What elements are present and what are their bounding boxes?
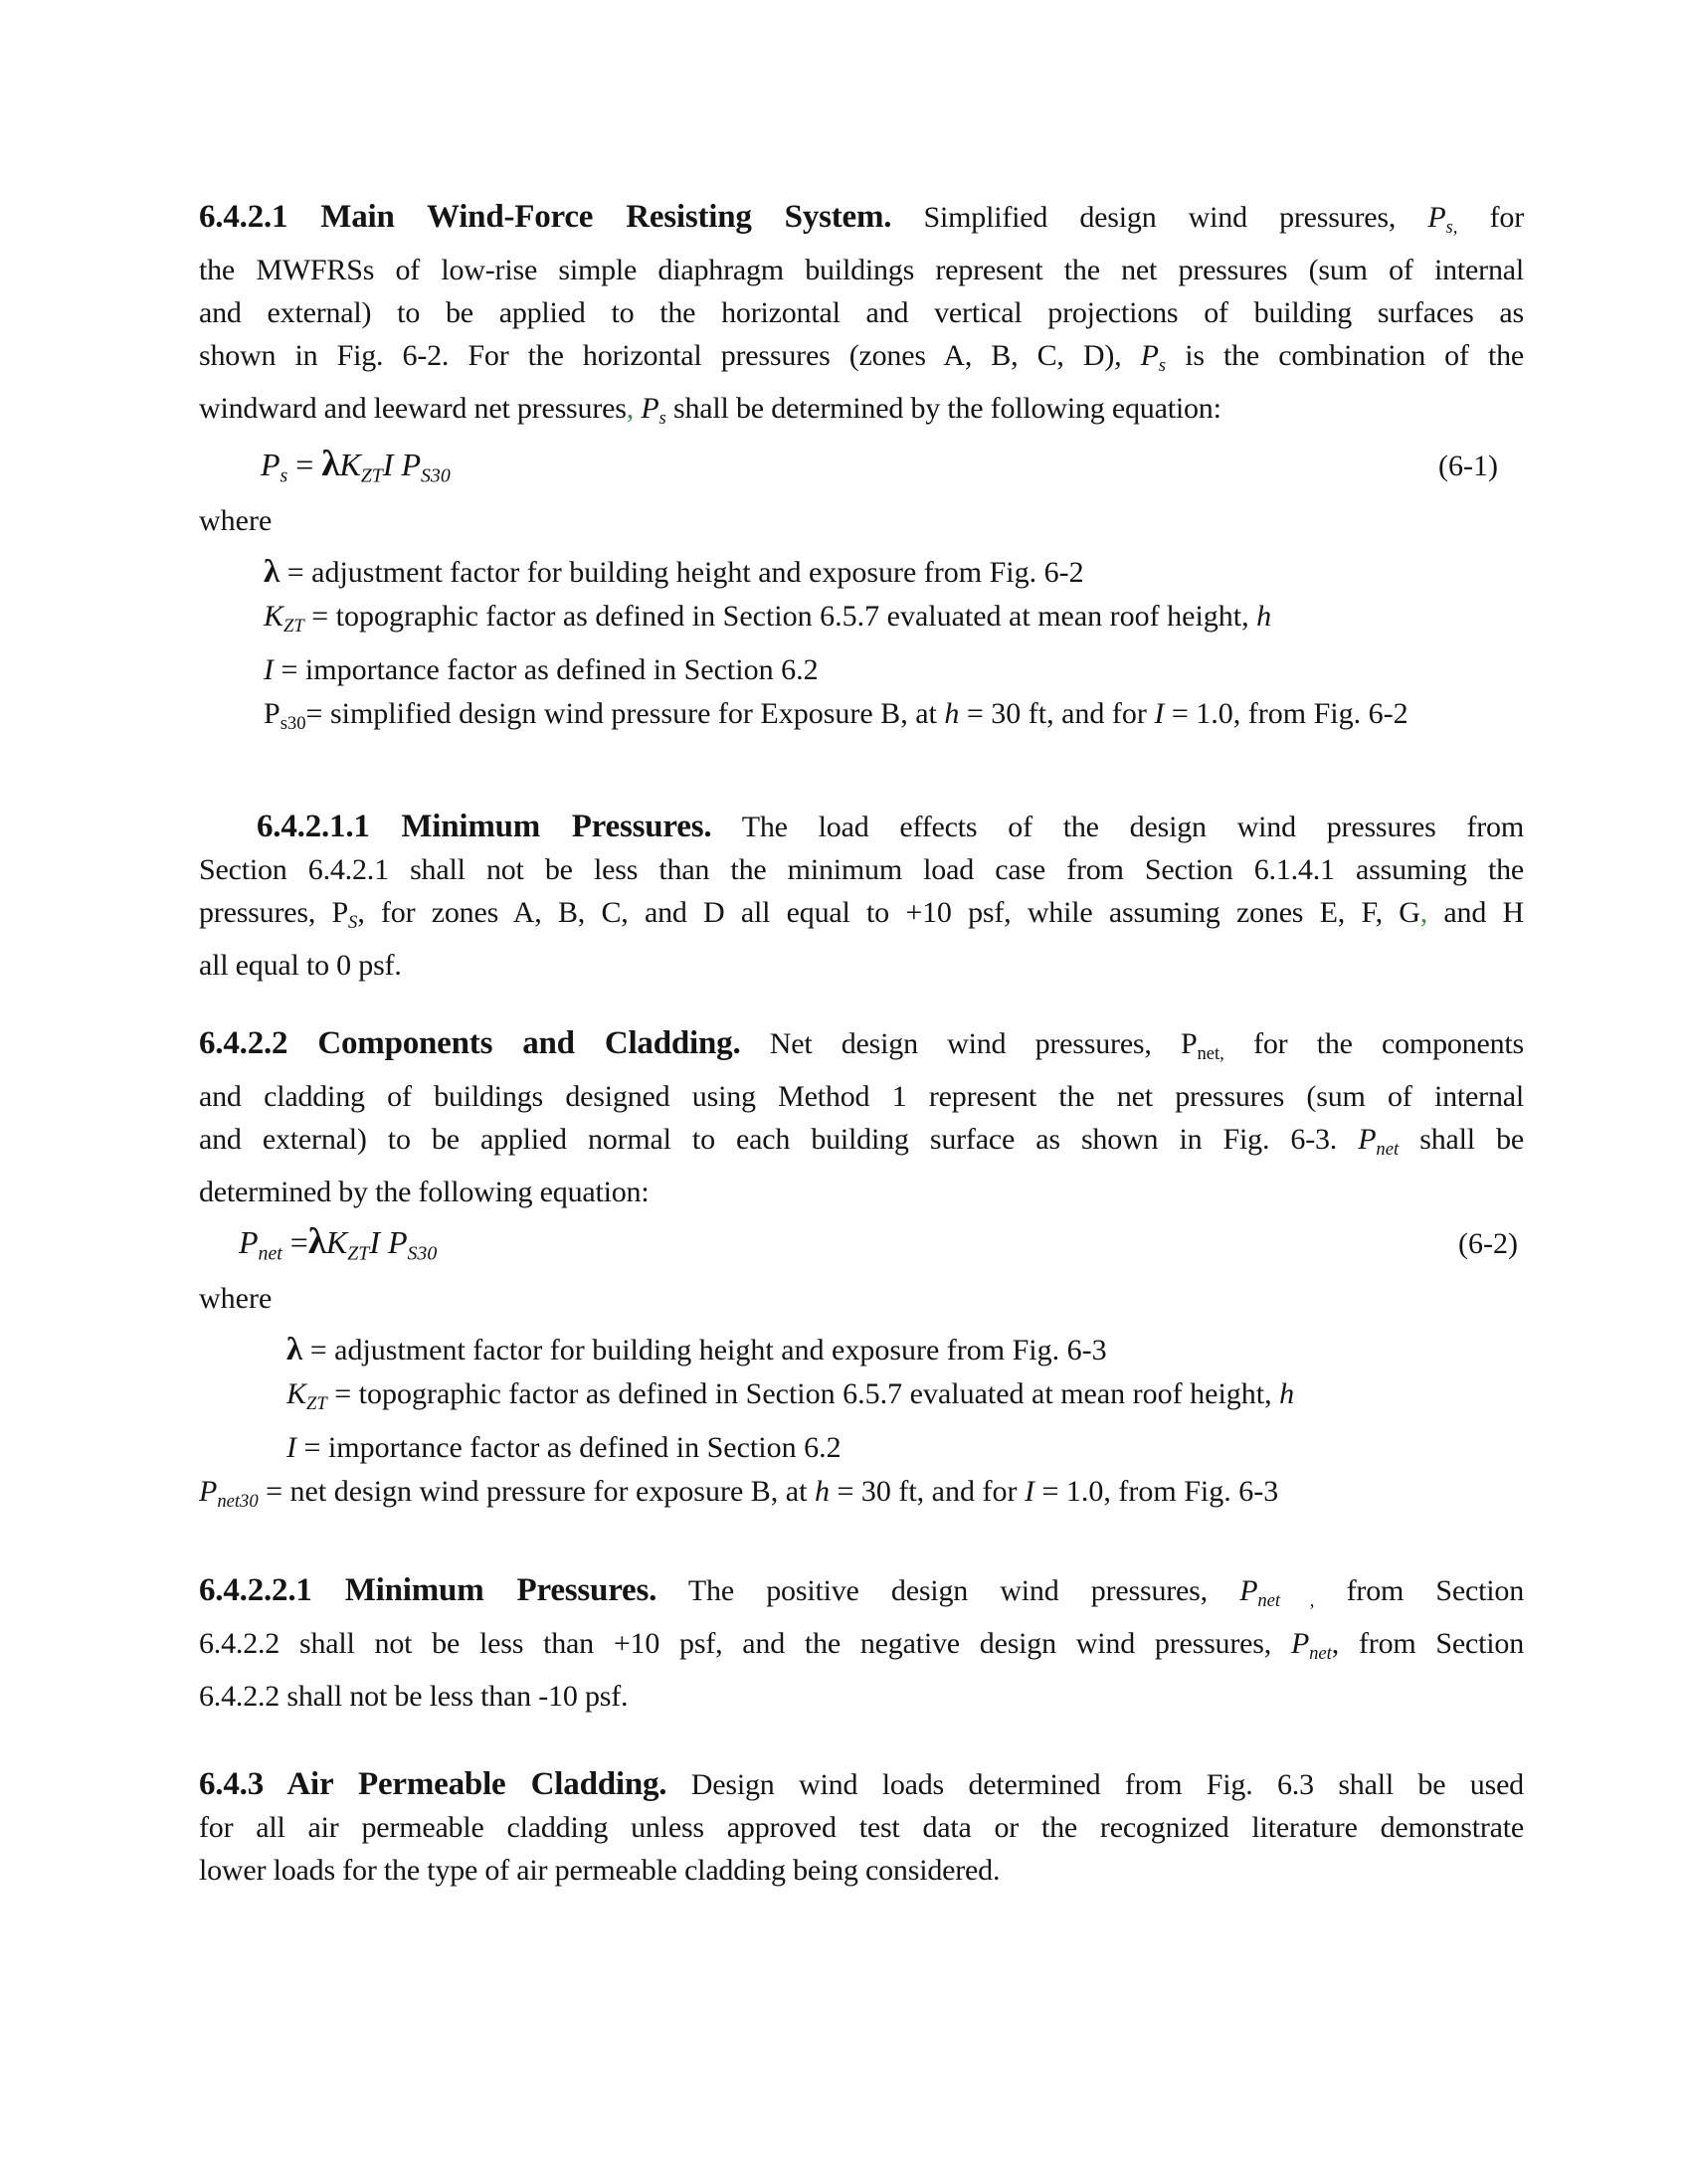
- text-segment: net: [258, 1242, 282, 1265]
- text-segment: pressures, P: [199, 896, 349, 930]
- text-line: [199, 944, 1524, 987]
- text-line: [199, 1849, 1524, 1892]
- text-line: [199, 1075, 1524, 1118]
- text-segment: = 1.0, from Fig. 6-3: [1033, 1475, 1279, 1509]
- text-segment: ZT: [347, 1242, 370, 1265]
- text-segment: for the components: [1223, 1026, 1524, 1060]
- section-6.4.2.2.1: [199, 1569, 1524, 1718]
- text-line: [199, 249, 1524, 291]
- text-line: [199, 1171, 1524, 1213]
- text-line: [199, 1763, 1524, 1806]
- text-line: [199, 291, 1524, 334]
- text-segment: Simplified design wind pressures,: [891, 201, 1428, 234]
- text-segment: P: [1140, 338, 1159, 372]
- text-line: [199, 1022, 1524, 1075]
- definition-item: [199, 1426, 1524, 1470]
- section-6.4.2.2: [199, 1022, 1524, 1213]
- text-segment: and external) to be applied to the horizontal and vertical projections of building surfaces as: [199, 295, 1524, 329]
- text-segment: 6.4.2.2 shall not be less than +10 psf, and the negative design wind pressures,: [199, 1627, 1291, 1660]
- text-segment: is the combination of the: [1166, 338, 1524, 372]
- equation-6-1: [199, 442, 1524, 497]
- bold-text-segment: λ: [321, 442, 340, 483]
- text-line: [199, 1806, 1524, 1849]
- text-segment: for all air permeable cladding unless approved test data or the recognized literature demonstrate: [199, 1810, 1524, 1844]
- text-segment: from Section: [1314, 1574, 1525, 1608]
- text-segment: P: [1427, 201, 1446, 234]
- text-segment: Net design wind pressures, P: [740, 1026, 1198, 1060]
- text-segment: The positive design wind pressures,: [656, 1574, 1240, 1608]
- text-segment: where: [199, 504, 273, 538]
- text-segment: K: [264, 600, 284, 634]
- section-6.4.2.1: [199, 196, 1524, 440]
- text-segment: and external) to be applied normal to each building surface as shown in Fig. 6-3.: [199, 1122, 1359, 1156]
- section-6.4.3: [199, 1763, 1524, 1892]
- text-segment: h: [944, 697, 960, 731]
- text-line: [199, 1622, 1524, 1675]
- text-segment: where: [199, 1282, 273, 1316]
- text-segment: = adjustment factor for building height and exposure from Fig. 6-2: [280, 556, 1084, 590]
- section-6.4.2.1.1: [199, 806, 1524, 987]
- text-segment: s: [658, 407, 666, 429]
- text-segment: lower loads for the type of air permeable cladding being considered.: [199, 1853, 1001, 1887]
- text-line: [199, 1118, 1524, 1171]
- text-segment: S30: [407, 1242, 438, 1265]
- text-segment: h: [1279, 1377, 1295, 1411]
- definitions-6-2: [199, 1328, 1524, 1524]
- bold-text-segment: 6.4.2.2.1 Minimum Pressures.: [199, 1572, 657, 1609]
- text-segment: S30: [421, 464, 451, 487]
- document-content: [199, 196, 1524, 1892]
- text-segment: = 1.0, from Fig. 6-2: [1164, 697, 1408, 731]
- text-segment: Section 6.4.2.1 shall not be less than the minimum load case from Section 6.1.4.1 assuming the: [199, 853, 1524, 887]
- text-line: [199, 848, 1524, 891]
- text-segment: net,: [1197, 1042, 1224, 1064]
- bold-text-segment: λ: [264, 554, 281, 591]
- where-1: [199, 499, 1524, 542]
- equation-number: (6-2): [1458, 1226, 1518, 1260]
- text-segment: = simplified design wind pressure for Exposure B, at: [305, 697, 945, 731]
- text-segment: s,: [1445, 216, 1458, 238]
- text-segment: P: [641, 391, 659, 425]
- definition-item: [199, 550, 1524, 595]
- text-segment: ,: [1419, 896, 1428, 930]
- text-segment: ,: [626, 391, 635, 425]
- text-segment: the MWFRSs of low-rise simple diaphragm buildings represent the net pressures (sum of internal: [199, 253, 1524, 286]
- text-segment: =: [287, 446, 322, 482]
- definitions-6-1: [199, 550, 1524, 746]
- text-line: [199, 196, 1524, 249]
- definition-item: [199, 1372, 1524, 1426]
- text-line: [199, 387, 1524, 440]
- text-line: [199, 806, 1524, 848]
- text-segment: h: [814, 1475, 830, 1509]
- text-segment: h: [1256, 600, 1272, 634]
- text-segment: I: [1154, 697, 1165, 731]
- text-segment: shall be: [1399, 1122, 1524, 1156]
- text-segment: net: [1309, 1642, 1332, 1664]
- definition-item: [199, 595, 1524, 648]
- text-segment: I: [286, 1431, 296, 1465]
- bold-text-segment: λ: [307, 1219, 326, 1261]
- text-segment: determined by the following equation:: [199, 1175, 650, 1208]
- text-line: [199, 334, 1524, 387]
- bold-text-segment: 6.4.3 Air Permeable Cladding.: [199, 1765, 667, 1802]
- text-segment: K: [325, 1223, 348, 1260]
- text-segment: ZT: [360, 464, 383, 487]
- text-segment: net30: [217, 1491, 259, 1513]
- text-segment: S: [348, 911, 358, 933]
- text-segment: = topographic factor as defined in Section 6.5.7 evaluated at mean roof height,: [326, 1377, 1280, 1411]
- text-segment: = 30 ft, and for: [829, 1475, 1025, 1509]
- text-segment: P: [1239, 1574, 1258, 1608]
- text-segment: P: [261, 446, 281, 482]
- text-segment: = net design wind pressure for exposure B, at: [258, 1475, 815, 1509]
- where-2: [199, 1277, 1524, 1320]
- text-segment: for: [1457, 201, 1524, 234]
- text-line: [199, 1675, 1524, 1718]
- text-segment: P: [1290, 1627, 1310, 1660]
- text-segment: all equal to 0 psf.: [199, 948, 402, 982]
- text-segment: windward and leeward net pressures: [199, 391, 627, 425]
- text-segment: , for zones A, B, C, and D all equal to +10 psf, while assuming zones E, F, G: [357, 896, 1420, 930]
- text-segment: s: [280, 464, 288, 487]
- text-segment: ZT: [283, 616, 304, 637]
- text-segment: P: [1358, 1122, 1377, 1156]
- text-segment: K: [286, 1377, 307, 1411]
- text-segment: shown in Fig. 6-2. For the horizontal pressures (zones A, B, C, D),: [199, 338, 1141, 372]
- text-segment: P: [239, 1223, 259, 1260]
- text-segment: , from Section: [1331, 1627, 1524, 1660]
- text-segment: net ,: [1257, 1590, 1315, 1611]
- text-segment: net: [1376, 1138, 1400, 1160]
- definition-item: [199, 648, 1524, 692]
- text-segment: = importance factor as defined in Section 6.2: [296, 1431, 842, 1465]
- text-segment: shall be determined by the following equation:: [665, 391, 1221, 425]
- equation-6-2: [199, 1219, 1524, 1275]
- text-segment: ZT: [306, 1393, 327, 1415]
- text-segment: = topographic factor as defined in Section 6.5.7 evaluated at mean roof height,: [303, 600, 1257, 634]
- text-segment: 6.4.2.2 shall not be less than -10 psf.: [199, 1679, 629, 1713]
- definition-item: [199, 692, 1524, 746]
- text-line: [199, 1569, 1524, 1622]
- text-segment: I P: [369, 1223, 408, 1260]
- equation-body: [199, 442, 451, 497]
- text-segment: K: [339, 446, 361, 482]
- definition-item: [199, 1470, 1524, 1524]
- text-line: [199, 891, 1524, 944]
- text-segment: and H: [1427, 896, 1525, 930]
- text-segment: = importance factor as defined in Section 6.2: [274, 653, 819, 687]
- text-segment: = 30 ft, and for: [959, 697, 1155, 731]
- bold-text-segment: 6.4.2.1 Main Wind-Force Resisting System.: [199, 199, 892, 235]
- equation-number: (6-1): [1438, 449, 1498, 482]
- text-segment: Design wind loads determined from Fig. 6.3 shall be used: [666, 1767, 1524, 1801]
- text-segment: The load effects of the design wind pressures from: [711, 811, 1524, 844]
- text-segment: I: [1024, 1475, 1034, 1509]
- bold-text-segment: 6.4.2.2 Components and Cladding.: [199, 1024, 741, 1061]
- text-segment: = adjustment factor for building height and exposure from Fig. 6-3: [302, 1334, 1107, 1367]
- text-segment: =: [281, 1223, 308, 1260]
- text-segment: I P: [382, 446, 421, 482]
- definition-item: [199, 1328, 1524, 1372]
- text-segment: P: [199, 1475, 218, 1509]
- text-segment: s: [1158, 354, 1167, 376]
- equation-body: [199, 1219, 437, 1275]
- bold-text-segment: 6.4.2.1.1 Minimum Pressures.: [257, 809, 712, 845]
- text-segment: I: [264, 653, 274, 687]
- text-segment: P: [264, 697, 281, 731]
- text-segment: and cladding of buildings designed using Method 1 represent the net pressures (sum of internal: [199, 1079, 1524, 1113]
- text-segment: s30: [280, 713, 306, 735]
- bold-text-segment: λ: [286, 1332, 303, 1368]
